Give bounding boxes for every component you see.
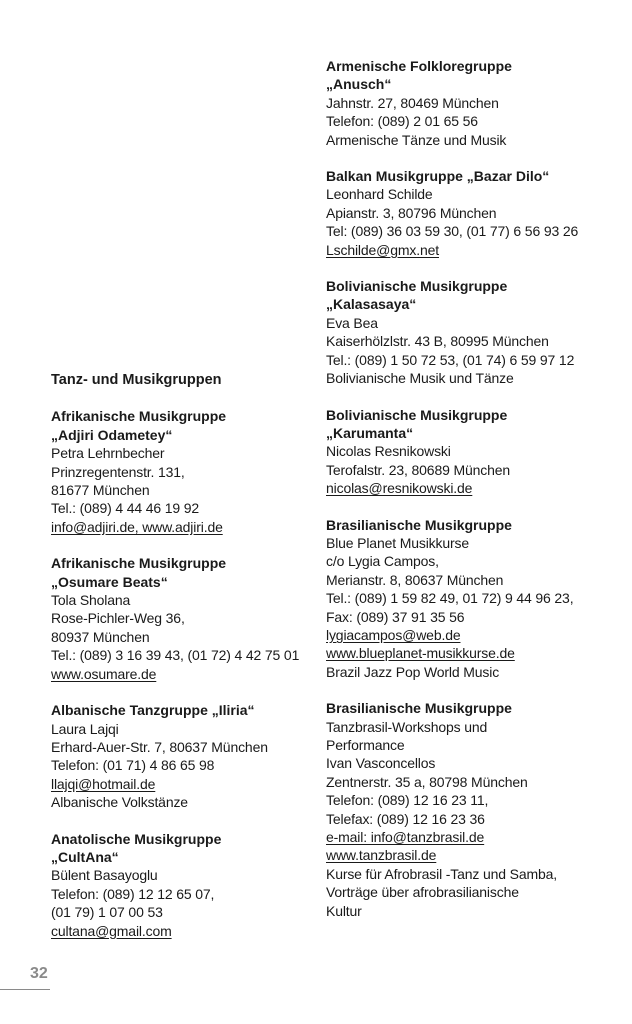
contact-line: Telefax: (089) 12 16 23 36 bbox=[326, 810, 485, 827]
group-name: „Osumare Beats“ bbox=[51, 573, 168, 590]
description-line: Brazil Jazz Pop World Music bbox=[326, 663, 500, 680]
group-name: Albanische Tanzgruppe „Iliria“ bbox=[51, 702, 255, 719]
contact-line: Kaiserhölzlstr. 43 B, 80995 München bbox=[326, 333, 549, 350]
contact-line: Leonhard Schilde bbox=[326, 186, 433, 203]
contact-line: Merianstr. 8, 80637 München bbox=[326, 571, 504, 588]
contact-line: Petra Lehrnbecher bbox=[51, 445, 165, 462]
group-entry bbox=[51, 701, 351, 811]
group-name: Balkan Musikgruppe „Bazar Dilo“ bbox=[326, 168, 550, 185]
group-entry bbox=[326, 406, 626, 498]
page-number-rule bbox=[0, 989, 50, 990]
contact-line: 81677 München bbox=[51, 482, 150, 499]
description-line: Vorträge über afrobrasilianische bbox=[326, 884, 519, 901]
group-entry bbox=[51, 830, 351, 940]
contact-line: Jahnstr. 27, 80469 München bbox=[326, 94, 499, 111]
contact-line: Apianstr. 3, 80796 München bbox=[326, 204, 497, 221]
contact-line: Tola Sholana bbox=[51, 592, 131, 609]
contact-line: Telefon: (01 71) 4 86 65 98 bbox=[51, 757, 215, 774]
group-name: Armenische Folkloregruppe bbox=[326, 58, 512, 74]
group-name: „Karumanta“ bbox=[326, 424, 414, 441]
group-entry bbox=[326, 167, 626, 259]
contact-line: c/o Lygia Campos, bbox=[326, 553, 439, 570]
contact-line: Fax: (089) 37 91 35 56 bbox=[326, 608, 465, 625]
contact-line: Bolivianische Musik und Tänze bbox=[326, 370, 514, 387]
group-entry bbox=[51, 554, 351, 683]
contact-link[interactable]: llajqi@hotmail.de bbox=[51, 775, 156, 792]
contact-link[interactable]: info@adjiri.de, www.adjiri.de bbox=[51, 518, 223, 535]
description-line: Kultur bbox=[326, 902, 362, 919]
contact-line: Bülent Basayoglu bbox=[51, 867, 158, 884]
contact-line: (01 79) 1 07 00 53 bbox=[51, 904, 163, 921]
contact-line: Tel.: (089) 3 16 39 43, (01 72) 4 42 75 01 bbox=[51, 647, 300, 664]
contact-line: Blue Planet Musikkurse bbox=[326, 534, 469, 551]
contact-link[interactable]: www.osumare.de bbox=[51, 665, 157, 682]
page-number: 32 bbox=[30, 965, 48, 982]
contact-line: Telefon: (089) 12 16 23 11, bbox=[326, 792, 489, 809]
contact-line: Eva Bea bbox=[326, 314, 378, 331]
contact-line: Performance bbox=[326, 737, 405, 753]
contact-line: Terofalstr. 23, 80689 München bbox=[326, 461, 510, 478]
contact-link[interactable]: e-mail: info@tanzbrasil.de bbox=[326, 829, 485, 846]
contact-link[interactable]: Lschilde@gmx.net bbox=[326, 241, 439, 258]
contact-line: Erhard-Auer-Str. 7, 80637 München bbox=[51, 738, 268, 755]
contact-line: Prinzregentenstr. 131, bbox=[51, 463, 185, 480]
contact-line: Zentnerstr. 35 a, 80798 München bbox=[326, 773, 528, 790]
contact-link[interactable]: lygiacampos@web.de bbox=[326, 626, 461, 643]
group-entry bbox=[326, 699, 626, 920]
group-name: Afrikanische Musikgruppe bbox=[51, 555, 227, 572]
group-name: Anatolische Musikgruppe bbox=[51, 830, 222, 847]
group-name: „CultAna“ bbox=[51, 848, 119, 865]
contact-line: Rose-Pichler-Weg 36, bbox=[51, 610, 185, 627]
group-name: „Adjiri Odametey“ bbox=[51, 426, 173, 443]
group-entry bbox=[326, 516, 626, 682]
group-entry bbox=[326, 57, 626, 149]
group-name: „Kalasasaya“ bbox=[326, 296, 417, 313]
group-name: Bolivianische Musikgruppe bbox=[326, 406, 508, 423]
group-name: „Anusch“ bbox=[326, 76, 392, 93]
left-entries bbox=[51, 407, 351, 940]
contact-line: Telefon: (089) 2 01 65 56 bbox=[326, 113, 478, 130]
group-name: Bolivianische Musikgruppe bbox=[326, 278, 508, 295]
right-entries bbox=[326, 57, 626, 920]
contact-line: Tel.: (089) 1 50 72 53, (01 74) 6 59 97 12 bbox=[326, 351, 575, 368]
contact-line: 80937 München bbox=[51, 628, 150, 645]
contact-link[interactable]: nicolas@resnikowski.de bbox=[326, 480, 473, 497]
contact-line: Tel.: (089) 1 59 82 49, 01 72) 9 44 96 23, bbox=[326, 590, 574, 607]
contact-line: Ivan Vasconcellos bbox=[326, 755, 436, 772]
contact-line: Telefon: (089) 12 12 65 07, bbox=[51, 885, 215, 902]
group-entry bbox=[326, 277, 626, 387]
left-column bbox=[51, 371, 351, 958]
contact-line: Tel: (089) 36 03 59 30, (01 77) 6 56 93 26 bbox=[326, 223, 579, 240]
group-name: Afrikanische Musikgruppe bbox=[51, 408, 227, 425]
contact-line: Nicolas Resnikowski bbox=[326, 443, 451, 460]
section-title: Tanz- und Musikgruppen bbox=[51, 372, 222, 388]
contact-link[interactable]: cultana@gmail.com bbox=[51, 922, 172, 939]
description-line: Albanische Volkstänze bbox=[51, 794, 188, 811]
contact-line: Armenische Tänze und Musik bbox=[326, 131, 507, 148]
right-column bbox=[326, 57, 626, 938]
contact-line: Tanzbrasil-Workshops und bbox=[326, 718, 488, 735]
group-name: Brasilianische Musikgruppe bbox=[326, 516, 512, 533]
contact-link[interactable]: www.tanzbrasil.de bbox=[326, 847, 437, 864]
contact-line: Laura Lajqi bbox=[51, 720, 119, 737]
group-name: Brasilianische Musikgruppe bbox=[326, 700, 512, 717]
contact-line: Tel.: (089) 4 44 46 19 92 bbox=[51, 500, 200, 517]
contact-link[interactable]: www.blueplanet-musikkurse.de bbox=[326, 645, 515, 662]
description-line: Kurse für Afrobrasil -Tanz und Samba, bbox=[326, 865, 558, 882]
group-entry bbox=[51, 407, 351, 536]
